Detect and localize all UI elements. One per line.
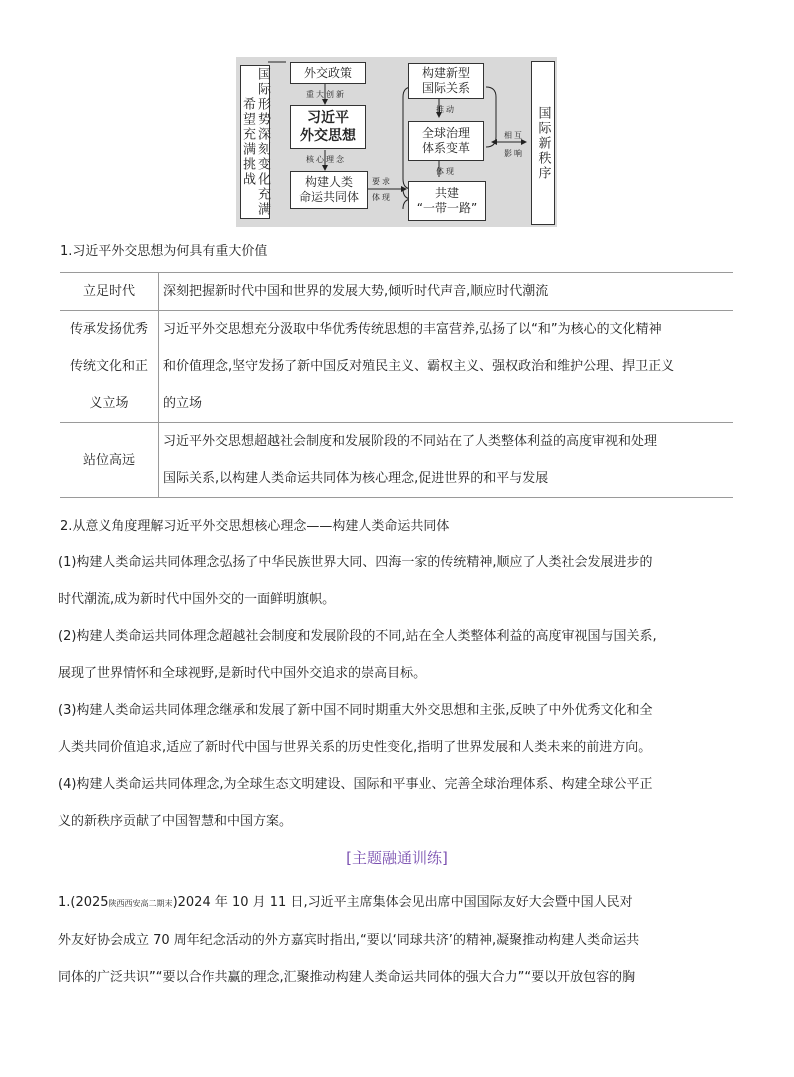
table-key-cell	[60, 273, 159, 311]
new-relations-box	[408, 63, 484, 99]
foreign-policy-label: 外交政策	[303, 65, 352, 80]
core-thought-line1: 习近平	[307, 110, 349, 126]
governance-line2: 体系变革	[421, 141, 470, 155]
mutual-label-1: 相互	[504, 131, 524, 140]
right-label: 国际新秩序	[535, 105, 551, 181]
question-number: 1.(2025	[58, 895, 109, 910]
community-line2: 命运共同体	[298, 190, 359, 204]
table-value-line: 深刻把握新时代中国和世界的发展大势,倾听时代声音,顺应时代潮流	[163, 284, 549, 299]
question-line: 外友好协会成立 70 周年纪念活动的外方嘉宾时指出,“要以‘同球共济’的精神,凝聚推动构建人类命运共	[58, 933, 640, 948]
table-value-line: 习近平外交思想充分汲取中华优秀传统思想的丰富营养,弘扬了以“和”为核心的文化精神	[163, 322, 662, 337]
community-line1: 构建人类	[304, 175, 353, 189]
left-label-box	[240, 65, 270, 219]
table-value-cell	[159, 311, 734, 423]
point-line: 人类共同价值追求,适应了新时代中国与世界关系的历史性变化,指明了世界发展和人类未来的前进方向。	[58, 740, 652, 755]
heading-value: 1.习近平外交思想为何具有重大价值	[60, 244, 268, 259]
point-line: (3)构建人类命运共同体理念继承和发展了新中国不同时期重大外交思想和主张,反映了中外优秀文化和全	[58, 703, 653, 718]
table-key-cell	[60, 423, 159, 498]
point-line: (4)构建人类命运共同体理念,为全球生态文明建设、国际和平事业、完善全球治理体系、构建全球公平正	[58, 777, 653, 792]
table-value-line: 国际关系,以构建人类命运共同体为核心理念,促进世界的和平与发展	[163, 471, 549, 486]
belt-road-line2: “一带一路”	[416, 201, 478, 215]
major-innovation-label: 重大创新	[306, 90, 346, 99]
foreign-policy-box	[290, 62, 366, 84]
table-row	[60, 311, 733, 423]
point-line: 时代潮流,成为新时代中国外交的一面鲜明旗帜。	[58, 592, 336, 607]
meaning-points	[58, 544, 738, 840]
table-key-line: 传统文化和正	[69, 359, 148, 374]
governance-line1: 全球治理	[421, 126, 470, 140]
table-key-line: 义立场	[89, 396, 129, 411]
table-value-cell	[159, 423, 734, 498]
concept-diagram	[236, 57, 557, 227]
embody-label-1: 体现	[372, 193, 392, 202]
section-title: [主题融通训练]	[346, 849, 448, 867]
new-relations-line1: 构建新型	[421, 66, 470, 80]
value-table	[60, 272, 733, 498]
question-source: 陕西西安高二期末	[108, 899, 173, 908]
mutual-label-2: 影响	[504, 149, 524, 158]
right-label-box	[531, 61, 555, 225]
point-line: 义的新秩序贡献了中国智慧和中国方案。	[58, 814, 293, 829]
table-row	[60, 423, 733, 498]
question-text: )2024 年 10 月 11 日,习近平主席集体会见出席中国国际友好大会暨中国人民对	[172, 895, 633, 910]
core-concept-label: 核心理念	[306, 155, 346, 164]
left-label: 国际形势深刻变化充满希望充满挑战	[240, 67, 270, 217]
new-relations-line2: 国际关系	[421, 81, 470, 95]
governance-box	[408, 121, 484, 161]
question-1	[58, 884, 742, 996]
question-line	[58, 884, 742, 922]
belt-road-box	[408, 181, 486, 221]
table-key-line: 传承发扬优秀	[69, 322, 148, 337]
point-line: (2)构建人类命运共同体理念超越社会制度和发展阶段的不同,站在全人类整体利益的高度审视国与国关系,	[58, 629, 657, 644]
heading-meaning: 2.从意义角度理解习近平外交思想核心理念——构建人类命运共同体	[60, 519, 450, 534]
belt-road-line1: 共建	[434, 186, 459, 200]
core-thought-box	[290, 105, 366, 149]
table-value-line: 和价值理念,坚守发扬了新中国反对殖民主义、霸权主义、强权政治和维护公理、捍卫正义	[163, 359, 675, 374]
table-row	[60, 273, 733, 311]
question-line: 同体的广泛共识”“要以合作共赢的理念,汇聚推动构建人类命运共同体的强大合力”“要以开放包容的胸	[58, 970, 636, 985]
require-label: 要求	[372, 177, 392, 186]
table-key-line: 站位高远	[82, 452, 135, 468]
table-value-line: 的立场	[163, 396, 203, 411]
table-key-cell	[60, 311, 159, 423]
core-thought-line2: 外交思想	[300, 128, 356, 144]
table-value-line: 习近平外交思想超越社会制度和发展阶段的不同站在了人类整体利益的高度审视和处理	[163, 434, 658, 449]
table-key-line: 立足时代	[82, 284, 135, 299]
point-line: (1)构建人类命运共同体理念弘扬了中华民族世界大同、四海一家的传统精神,顺应了人类社会发展进步的	[58, 555, 653, 570]
promote-label: 推动	[436, 105, 456, 114]
embody-label-2: 体现	[436, 167, 456, 176]
diagram-connectors	[236, 57, 557, 227]
community-box	[290, 171, 368, 209]
table-value-cell	[159, 273, 734, 311]
point-line: 展现了世界情怀和全球视野,是新时代中国外交追求的崇高目标。	[58, 666, 427, 681]
